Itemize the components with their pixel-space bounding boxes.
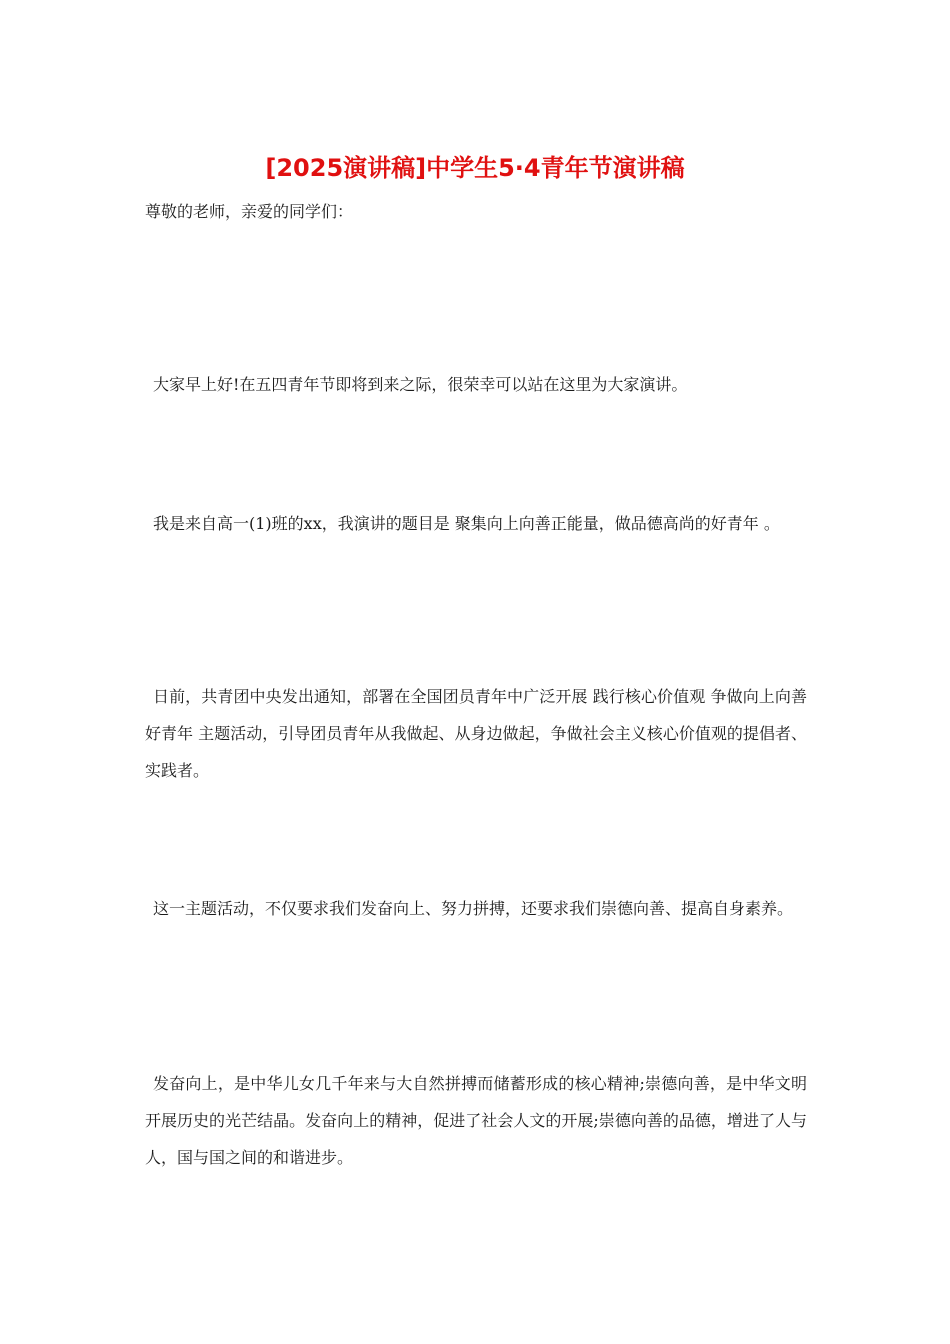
paragraph-5: 发奋向上，是中华儿女几千年来与大自然拼搏而储蓄形成的核心精神;崇德向善，是中华文明开展历史的光芒结晶。发奋向上的精神，促进了社会人文的开展;崇德向善的品德，增进了人与人，国与国之间的和谐进步。 <box>145 1074 807 1167</box>
paragraph-1: 大家早上好!在五四青年节即将到来之际，很荣幸可以站在这里为大家演讲。 <box>153 375 688 394</box>
salutation: 尊敬的老师，亲爱的同学们： <box>145 202 354 221</box>
paragraph-3: 日前，共青团中央发出通知，部署在全国团员青年中广泛开展 践行核心价值观 争做向上向善好青年 主题活动，引导团员青年从我做起、从身边做起，争做社会主义核心价值观的提倡者、实践者。 <box>145 687 807 780</box>
document-title: [2025演讲稿]中学生5·4青年节演讲稿 <box>265 154 685 182</box>
paragraph-2: 我是来自高一(1)班的xx，我演讲的题目是 聚集向上向善正能量，做品德高尚的好青年 。 <box>153 514 780 533</box>
paragraph-4: 这一主题活动，不仅要求我们发奋向上、努力拼搏，还要求我们崇德向善、提高自身素养。 <box>153 899 794 918</box>
